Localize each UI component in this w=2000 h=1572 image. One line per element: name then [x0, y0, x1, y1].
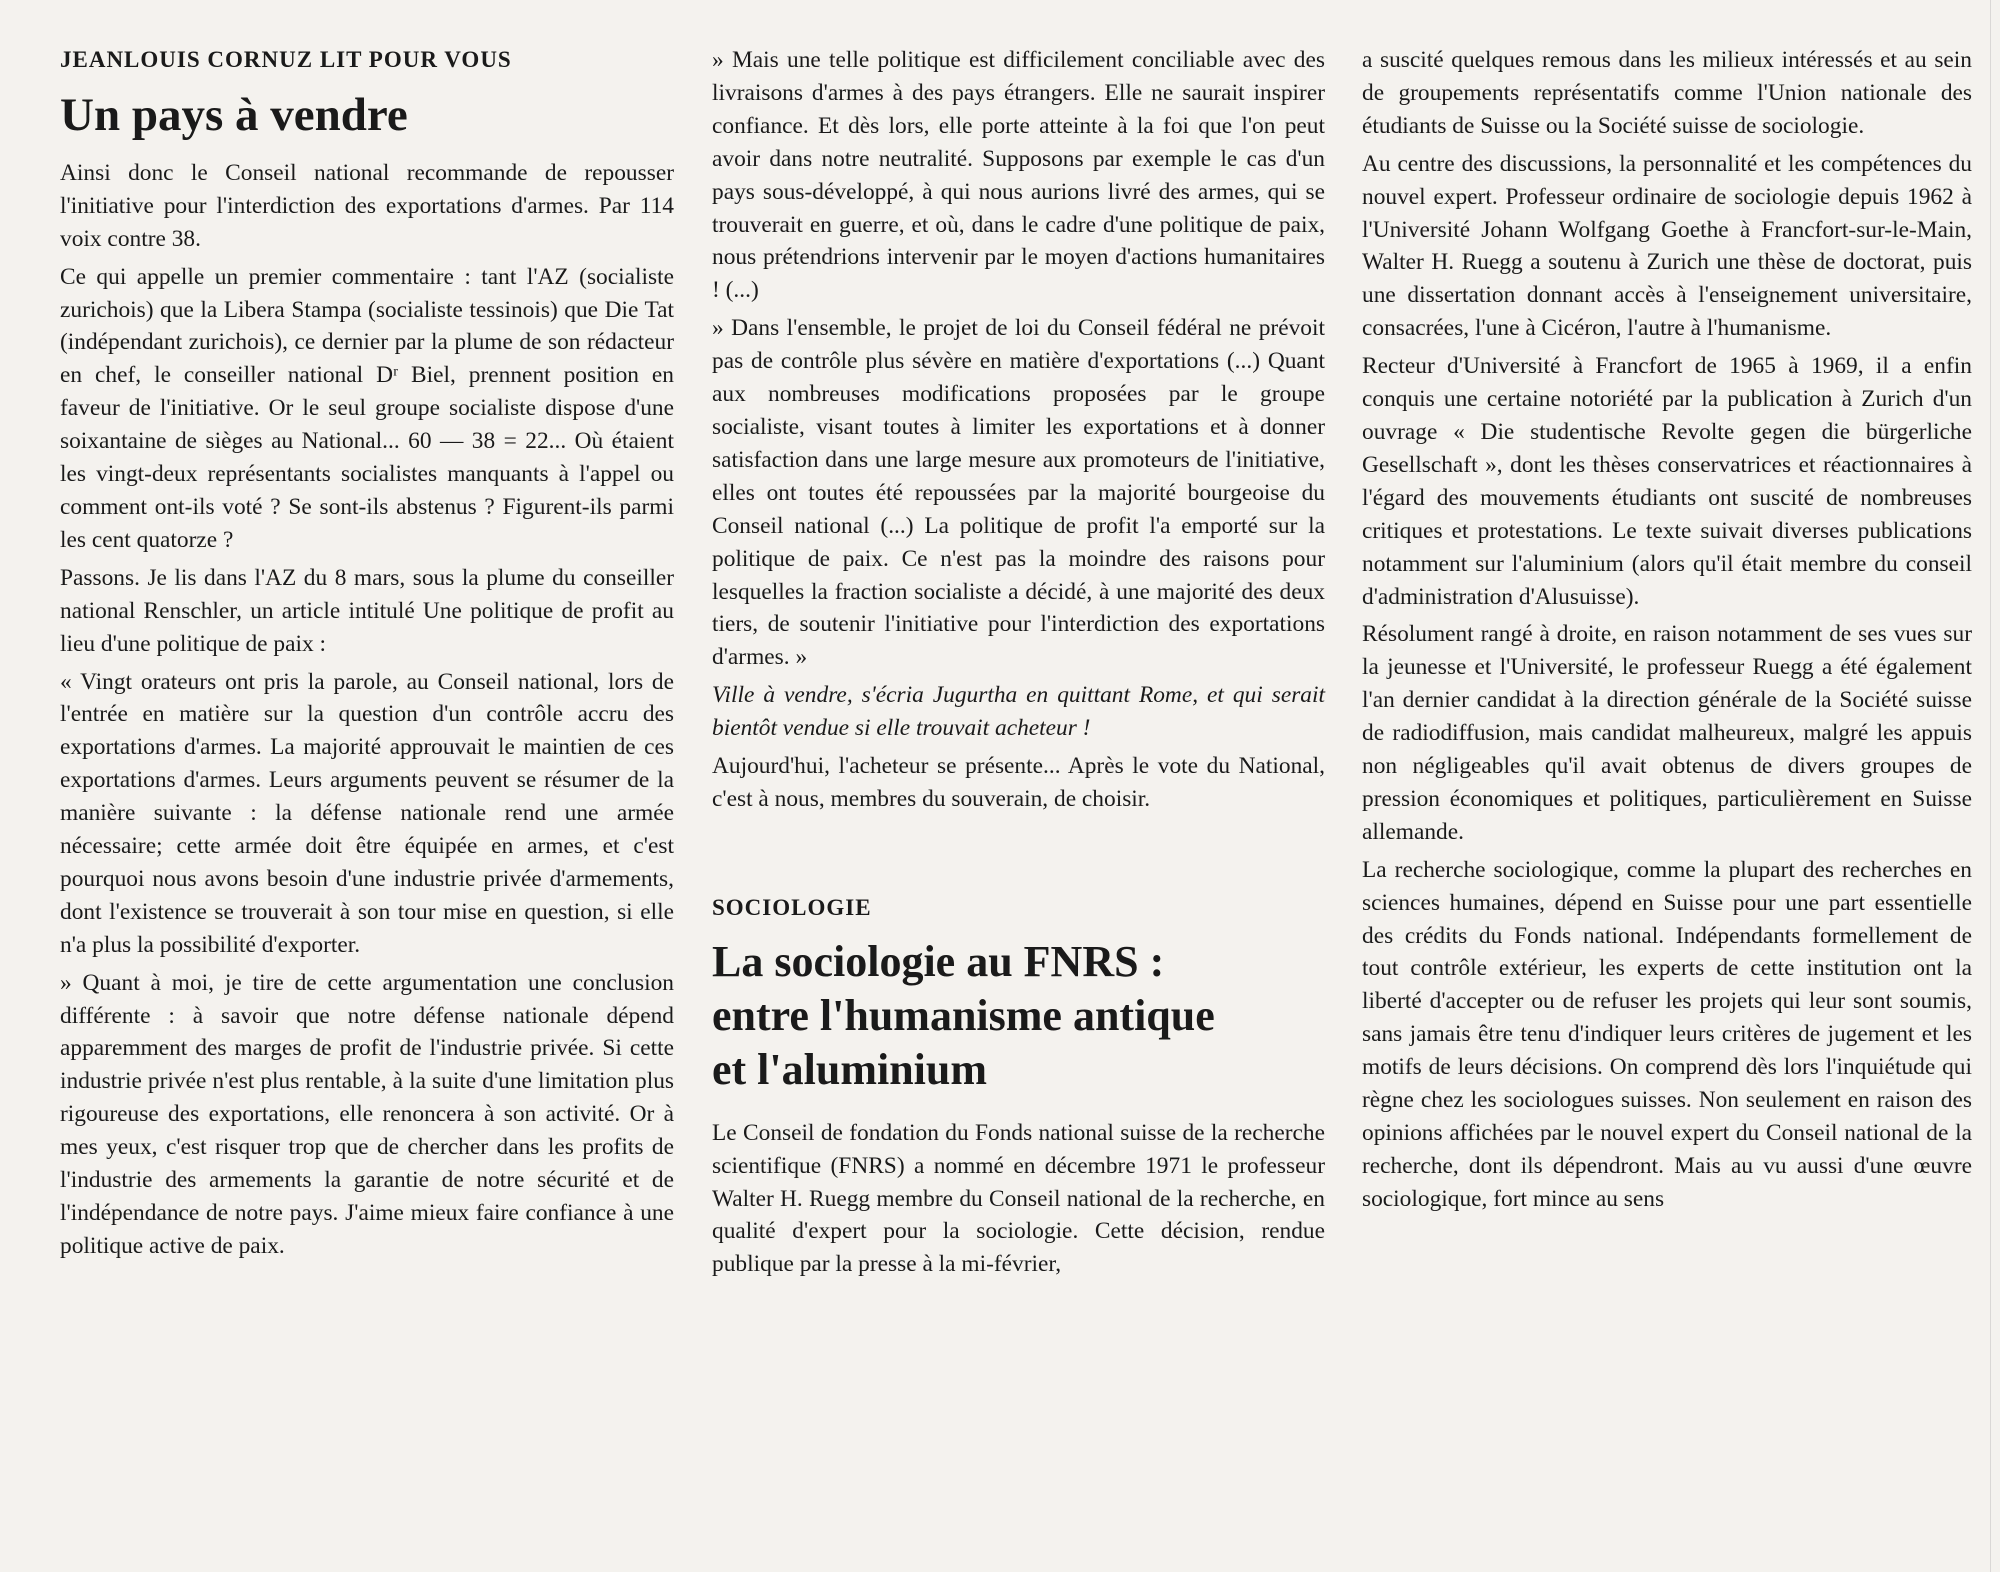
paragraph: La recherche sociologique, comme la plupart des recherches en sciences humaines, dépend en Suisse pour une part essentielle des crédits du Fonds national. Indépendants formellement de tout contrôle extérieur, les experts de cette institution ont la liberté d'accepter ou de refuser les projets qui leur sont soumis, sans jamais être tenu d'indiquer leurs critères de jugement et les motifs de leurs décisions. On comprend dès lors l'inquiétude qui règne chez les sociologues suisses. Non seulement en raison des opinions affichées par le nouvel expert du Conseil national de la recherche, dont ils dépendront. Mais au vu aussi d'une œuvre sociologique, fort mince au sens	[1362, 856, 1972, 1212]
headline-line: et l'aluminium	[712, 1044, 988, 1094]
column-right	[1362, 44, 1972, 1216]
page-edge-line	[1990, 0, 1991, 1572]
headline-line: La sociologie au FNRS :	[712, 936, 1165, 986]
paragraph: Recteur d'Université à Francfort de 1965 à 1969, il a enfin conquis une certaine notoriété par la publication à Zurich d'un ouvrage « Die studentische Revolte gegen die bürgerliche Gesellschaft », dont les thèses conservatrices et réactionnaires à l'égard des mouvements étudiants ont suscité de nombreuses critiques et protestations. Le texte suivait diverses publications notamment sur l'aluminium (alors qu'il était membre du conseil d'administration d'Alusuisse).	[1362, 353, 1972, 610]
section-kicker: JEANLOUIS CORNUZ LIT POUR VOUS	[60, 47, 512, 72]
paragraph: Au centre des discussions, la personnalité et les compétences du nouvel expert. Professeur ordinaire de sociologie depuis 1962 à l'Université Johann Wolfgang Goethe à Francfort-sur-le-Main, Walter H. Ruegg a soutenu à Zurich une thèse de doctorat, puis une dissertation donnant accès à l'enseignement universitaire, consacrées, l'une à Cicéron, l'autre à l'humanisme.	[1362, 150, 1972, 342]
paragraph: a suscité quelques remous dans les milieux intéressés et au sein de groupements représentatifs comme l'Union nationale des étudiants de Suisse ou la Société suisse de sociologie.	[1362, 47, 1972, 139]
column-middle	[712, 44, 1325, 1281]
paragraph: » Dans l'ensemble, le projet de loi du Conseil fédéral ne prévoit pas de contrôle plus sévère en matière d'exportations (...) Quant aux nombreuses modifications proposées par le groupe socialiste, visant toutes à limiter les exportations et à donner satisfaction dans une large mesure aux promoteurs de l'initiative, elles ont toutes été repoussées par la majorité bourgeoise du Conseil national (...) La politique de profit l'a emporté sur la politique de paix. Ce n'est pas la moindre des raisons pour lesquelles la fraction socialiste a décidé, à une majorité des deux tiers, de soutenir l'initiative pour l'interdiction des exportations d'armes. »	[712, 315, 1325, 671]
paragraph: » Mais une telle politique est difficilement conciliable avec des livraisons d'armes à des pays étrangers. Elle ne saurait inspirer confiance. Et dès lors, elle porte atteinte à la foi que l'on peut avoir dans notre neutralité. Supposons par exemple le cas d'un pays sous-développé, à qui nous aurions livré des armes, qui se trouverait en guerre, et où, dans le cadre d'une politique de paix, nous prétendrions intervenir par le moyen d'actions humanitaires ! (...)	[712, 47, 1325, 304]
paragraph: Le Conseil de fondation du Fonds national suisse de la recherche scientifique (FNRS) a nommé en décembre 1971 le professeur Walter H. Ruegg membre du Conseil national de la recherche, en qualité d'expert pour la sociologie. Cette décision, rendue publique par la presse à la mi-février,	[712, 1119, 1325, 1278]
headline-line: entre l'humanisme antique	[712, 990, 1215, 1040]
paragraph: Ville à vendre, s'écria Jugurtha en quittant Rome, et qui serait bientôt vendue si elle trouvait acheteur !	[712, 682, 1325, 742]
paragraph: « Vingt orateurs ont pris la parole, au Conseil national, lors de l'entrée en matière sur la question d'un contrôle accru des exportations d'armes. La majorité approuvait le maintien de ces exportations d'armes. Leurs arguments peuvent se résumer de la manière suivante : la défense nationale rend une armée nécessaire; cette armée doit être équipée en armes, et c'est pourquoi nous avons besoin d'une industrie privée d'armements, dont l'existence se trouverait à son tour mise en question, si elle n'a plus la possibilité d'exporter.	[60, 668, 674, 958]
paragraph: » Quant à moi, je tire de cette argumentation une conclusion différente : à savoir que notre défense nationale dépend apparemment des marges de profit de l'industrie privée. Si cette industrie privée n'est plus rentable, à la suite d'une limitation plus rigoureuse des exportations, elle renoncera à son activité. Or à mes yeux, c'est risquer trop que de chercher dans les profits de l'industrie des armements la garantie de notre sécurité et de l'indépendance de notre pays. J'aime mieux faire confiance à une politique active de paix.	[60, 969, 674, 1259]
section-kicker: SOCIOLOGIE	[712, 894, 872, 920]
article-headline: Un pays à vendre	[60, 88, 408, 141]
section-spacer	[712, 816, 1325, 892]
article-headline	[712, 935, 1325, 1097]
column-left	[60, 44, 674, 1263]
paragraph: Aujourd'hui, l'acheteur se présente... Après le vote du National, c'est à nous, membres du souverain, de choisir.	[712, 753, 1325, 812]
paragraph: Ainsi donc le Conseil national recommande de repousser l'initiative pour l'interdiction des exportations d'armes. Par 114 voix contre 38.	[60, 159, 674, 252]
paragraph: Ce qui appelle un premier commentaire : tant l'AZ (socialiste zurichois) que la Libera Stampa (socialiste tessinois) que Die Tat (indépendant zurichois), ce dernier par la plume de son rédacteur en chef, le conseiller national Dʳ Biel, prennent position en faveur de l'initiative. Or le seul groupe socialiste dispose d'une soixantaine de sièges au National... 60 — 38 = 22... Où étaient les vingt-deux représentants socialistes manquants à l'appel ou comment ont-ils voté ? Se sont-ils abstenus ? Figurent-ils parmi les cent quatorze ?	[60, 263, 674, 553]
paragraph: Résolument rangé à droite, en raison notamment de ses vues sur la jeunesse et l'Université, le professeur Ruegg a été également l'an dernier candidat à la direction générale de la Société suisse de radiodiffusion, mais candidat malheureux, malgré les appuis non négligeables qu'il avait obtenus de divers groupes de pression économiques et politiques, particulièrement en Suisse allemande.	[1362, 621, 1972, 845]
paragraph: Passons. Je lis dans l'AZ du 8 mars, sous la plume du conseiller national Renschler, un article intitulé Une politique de profit au lieu d'une politique de paix :	[60, 564, 674, 657]
